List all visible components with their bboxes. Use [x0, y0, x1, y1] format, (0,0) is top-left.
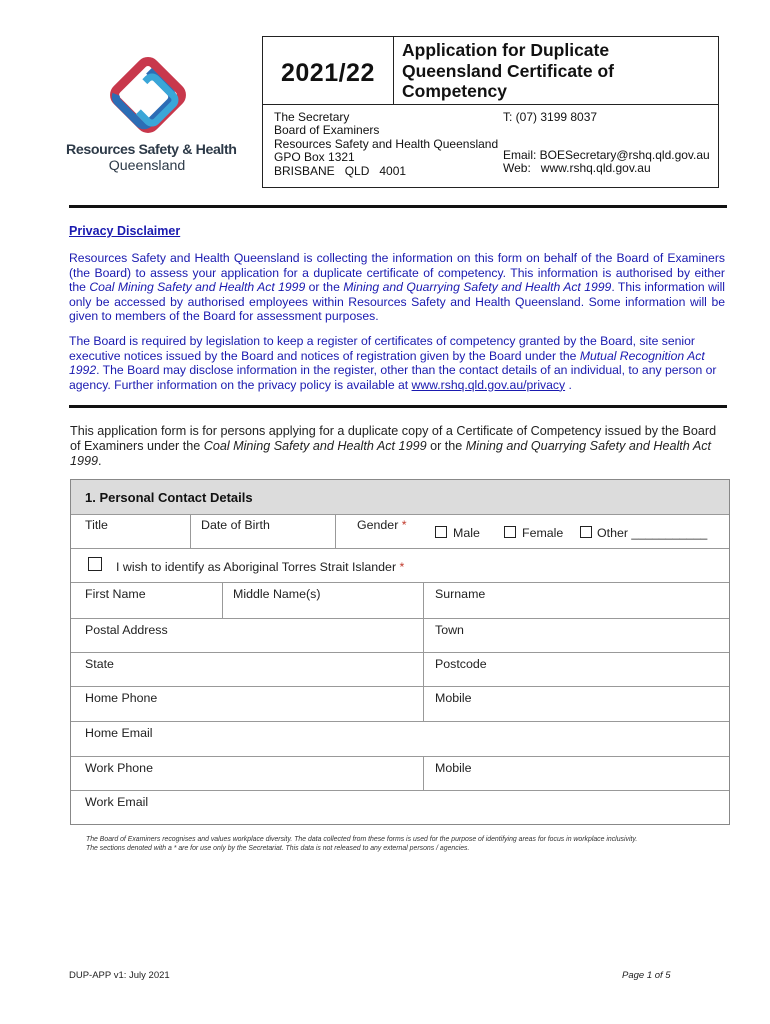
privacy-text: The Board is required by legislation to keep a register of certificates of competency granted by the Board, site senior executive notices issued by the Board and notices of registration given by the Board under the — [69, 334, 695, 363]
postcode-field[interactable] — [424, 653, 729, 686]
title-field[interactable] — [71, 514, 191, 548]
mobile-label: Mobile — [435, 691, 472, 705]
personal-contact-form — [70, 479, 730, 825]
first-name-field[interactable] — [71, 583, 223, 618]
postcode-label: Postcode — [435, 657, 487, 671]
rshq-logo — [66, 50, 237, 178]
phone-number: T: (07) 3199 8037 — [503, 110, 598, 124]
privacy-heading: Privacy Disclaimer — [69, 224, 181, 238]
page-number: Page 1 of 5 — [622, 970, 671, 981]
address-line: Board of Examiners — [274, 123, 380, 138]
form-title-line: Queensland Certificate of — [402, 60, 614, 81]
required-star: * — [401, 518, 407, 532]
middle-name-label: Middle Name(s) — [233, 587, 321, 601]
work-phone-field[interactable] — [71, 757, 424, 790]
female-checkbox[interactable] — [504, 526, 516, 538]
intro-text: . — [98, 454, 102, 469]
home-email-label: Home Email — [85, 726, 153, 740]
surname-label: Surname — [435, 587, 486, 601]
work-email-field[interactable] — [71, 791, 729, 825]
gender-label — [357, 518, 407, 532]
home-email-field[interactable] — [71, 722, 729, 757]
row-names — [71, 583, 729, 619]
mobile-label: Mobile — [435, 761, 472, 775]
logo-name: Resources Safety & Health — [66, 142, 237, 158]
note-line: The Board of Examiners recognises and values workplace diversity. The data collected from these forms is used for the purpose of identifying areas for focus in workplace inclusivity. — [86, 836, 638, 843]
other-label: Other ___________ — [597, 526, 708, 540]
privacy-divider — [69, 405, 727, 408]
atsi-label-text: I wish to identify as Aboriginal Torres Strait Islander — [116, 560, 397, 574]
other-checkbox[interactable] — [580, 526, 592, 538]
work-email-label: Work Email — [85, 795, 149, 809]
intro-paragraph — [70, 424, 720, 470]
website-address[interactable]: Web: www.rshq.qld.gov.au — [503, 161, 651, 175]
privacy-text: . — [565, 377, 572, 392]
rshq-logo-mark-icon — [104, 50, 192, 140]
home-phone-label: Home Phone — [85, 691, 158, 705]
home-phone-field[interactable] — [71, 687, 424, 721]
act-name: Coal Mining Safety and Health Act 1999 — [203, 439, 427, 454]
address-line: The Secretary — [274, 110, 350, 124]
row-work-phone-mobile — [71, 757, 729, 791]
town-label: Town — [435, 623, 464, 637]
form-title — [402, 40, 614, 102]
diversity-note — [86, 835, 726, 853]
form-year: 2021/22 — [281, 59, 375, 87]
act-name: Mining and Quarrying Safety and Health Act 1999 — [70, 439, 712, 469]
male-label: Male — [453, 526, 480, 540]
town-field[interactable] — [424, 619, 729, 652]
act-name: Coal Mining Safety and Health Act 1999 — [89, 280, 306, 295]
female-label: Female — [522, 526, 564, 540]
title-label: Title — [85, 518, 108, 532]
row-atsi — [71, 549, 729, 583]
privacy-text: . The Board may disclose information in the register, other than the contact details of an individual, to any person or agency. Further information on the privacy policy is available at — [69, 363, 717, 392]
privacy-text: or the — [305, 280, 344, 295]
intro-text: or the — [426, 439, 466, 454]
form-title-line: Application for Duplicate — [402, 40, 610, 60]
male-checkbox[interactable] — [435, 526, 447, 538]
state-label: State — [85, 657, 114, 671]
address-line: GPO Box 1321 — [274, 150, 355, 165]
first-name-label: First Name — [85, 587, 146, 601]
dob-label: Date of Birth — [201, 518, 270, 532]
privacy-paragraph-1 — [69, 251, 725, 324]
section-title: 1. Personal Contact Details — [85, 490, 253, 505]
row-postal-town — [71, 619, 729, 653]
email-address[interactable]: Email: BOESecretary@rshq.qld.gov.au — [503, 148, 710, 162]
middle-name-field[interactable] — [223, 583, 424, 618]
form-title-line: Competency — [402, 81, 508, 101]
year-cell — [263, 37, 394, 105]
note-line: The sections denoted with a * are for use only by the Secretariat. This data is not released to any external persons / agencies. — [86, 845, 470, 853]
surname-field[interactable] — [424, 583, 729, 618]
privacy-paragraph-2 — [69, 334, 725, 392]
header-divider — [69, 205, 727, 208]
section-header — [71, 480, 729, 515]
date-of-birth-field[interactable] — [191, 514, 336, 548]
privacy-text: . This information will only be accessed by authorised employees within Resources Safety and Health Queensland. Some information will be given to members of the Board for assessment purposes. — [69, 280, 726, 324]
address-line: Resources Safety and Health Queensland — [274, 136, 499, 151]
logo-subtitle: Queensland — [108, 158, 186, 174]
postal-address-field[interactable] — [71, 619, 424, 652]
work-mobile-field[interactable] — [424, 757, 729, 790]
atsi-checkbox[interactable] — [88, 557, 102, 571]
mobile-field[interactable] — [424, 687, 729, 721]
act-name: Mutual Recognition Act 1992 — [69, 348, 705, 378]
row-home-phone-mobile — [71, 687, 729, 722]
required-star: * — [399, 560, 405, 574]
gender-label-text: Gender — [357, 518, 399, 532]
title-cell — [394, 37, 718, 105]
row-state-postcode — [71, 653, 729, 687]
form-version: DUP-APP v1: July 2021 — [69, 970, 170, 981]
intro-text: This application form is for persons applying for a duplicate copy of a Certificate of Competency issued by the Board of Examiners under the — [70, 424, 717, 454]
privacy-text: Resources Safety and Health Queensland is collecting the information on this form on behalf of the Board of Examiners (the Board) to assess your application for a duplicate certificate of competency. This information is authorised by either the — [69, 251, 725, 295]
act-name: Mining and Quarrying Safety and Health Act 1999 — [343, 280, 612, 295]
address-line: BRISBANE QLD 4001 — [274, 163, 407, 178]
postal-address-block — [274, 111, 498, 178]
state-field[interactable] — [71, 653, 424, 686]
work-phone-label: Work Phone — [85, 761, 153, 775]
atsi-label — [116, 560, 404, 574]
row-title-dob-gender — [71, 514, 729, 549]
postal-address-label: Postal Address — [85, 623, 168, 637]
privacy-policy-link[interactable]: www.rshq.qld.gov.au/privacy — [411, 377, 566, 392]
form-header — [262, 36, 719, 188]
